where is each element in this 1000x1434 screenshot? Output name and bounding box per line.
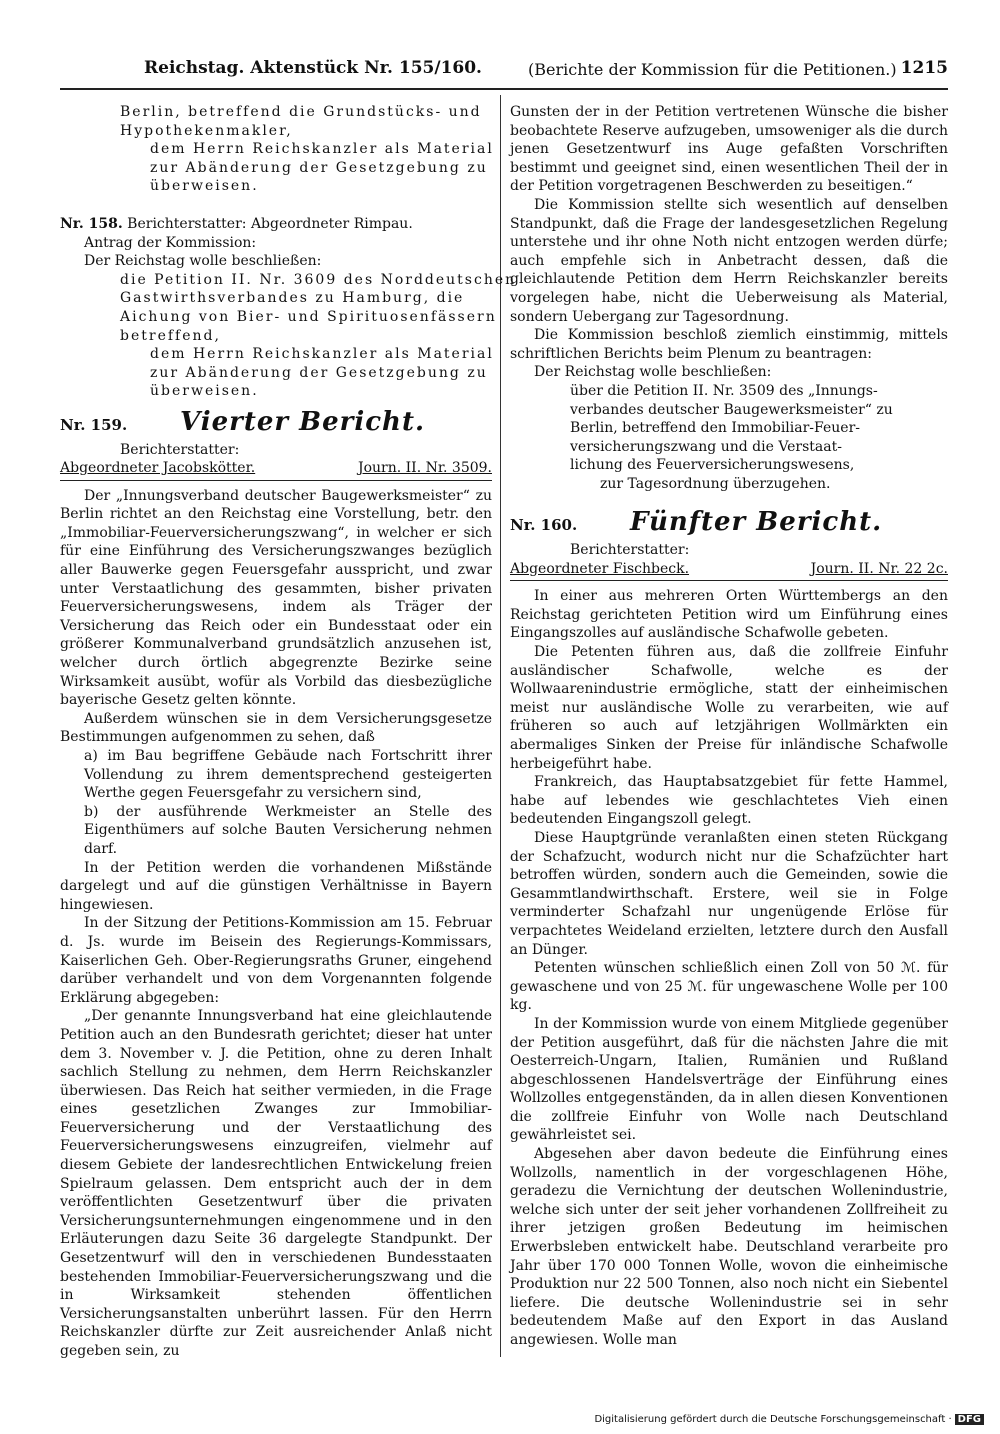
intro-line: überweisen.	[150, 178, 259, 195]
right-column	[510, 103, 948, 1350]
nr159-number: Nr. 159.	[60, 415, 128, 434]
antrag-line: Berlin, betreffend den Immobiliar-Feuer-	[570, 420, 860, 437]
right-paragraph: Die Kommission beschloß ziemlich einstimmig, mittels schriftlichen Berichts beim Plenum zu beantragen:	[510, 327, 948, 362]
nr158-line: Aichung von Bier- und Spirituosenfässern	[120, 308, 497, 325]
running-header	[60, 58, 948, 88]
nr160-reporter-name: Abgeordneter Fischbeck.	[510, 560, 690, 577]
intro-line: Berlin, betreffend die Grundstücks- und	[120, 104, 482, 120]
nr159-reporter	[60, 459, 492, 481]
nr160-paragraph: Frankreich, das Hauptabsatzgebiet für fette Hammel, habe auf lebendes wie geschlachtetes Vieh einen bedeutenden Eingangszoll gelegt.	[510, 774, 948, 828]
dfg-logo: DFG	[955, 1414, 984, 1425]
nr158-line: Antrag der Kommission:	[84, 234, 257, 251]
antrag-line: zur Tagesordnung überzugehen.	[600, 475, 831, 492]
nr160-paragraph: Diese Hauptgründe veranlaßten einen steten Rückgang der Schafzucht, wodurch nicht nur die Schafzüchter hart betroffen würden, sondern auch die Gemeinden, sowie die Gesammtlandwirthschaft. Erstere, weil sie in Folge verminderter Schafzahl nur ungenügende Erlöse für verpachtetes Weideland erzielten, letztere durch den Ausfall an Dünger.	[510, 829, 948, 958]
nr160-paragraph: In der Kommission wurde von einem Mitgliede gegenüber der Petition ausgeführt, daß für die nächsten Jahre die mit Oesterreich-Ungarn, Italien, Rumänien und Rußland abgeschlossenen Handelsverträge der Einführung eines Wollzolles entgegenständen, da in allen diesen Konventionen die zollfreie Einfuhr von Wolle nach Deutschland gewährleistet sei.	[510, 1015, 948, 1144]
nr160-paragraph: Abgesehen aber davon bedeute die Einführung eines Wollzolls, namentlich in der vorgeschlagenen Höhe, geradezu die Vernichtung der deutschen Wollenindustrie, welche sich unter der seit jeher vorhandenen Zollfreiheit zu ihrer jetzigen großen Bedeutung im heimischen Erwerbsleben entwickelt habe. Deutschland verarbeite pro Jahr über 170 000 Tonnen Wolle, wovon die einheimische Produktion nur 22 500 Tonnen, also noch nicht ein Siebentel liefere. Die deutsche Wollenindustrie sei in sehr bedeutendem Maße auf den Export in das Ausland angewiesen. Wolle man	[510, 1146, 948, 1348]
nr160-number: Nr. 160.	[510, 516, 578, 535]
nr158-line: überweisen.	[150, 383, 259, 400]
nr158-line: zur Abänderung der Gesetzgebung zu	[150, 364, 488, 381]
nr160-heading	[510, 507, 948, 538]
nr159-item-b: b) der ausführende Werkmeister an Stelle des Eigenthümers auf solche Bauten Versicherung nehmen darf.	[84, 803, 492, 857]
nr159-paragraph: Der „Innungsverband deutscher Baugewerksmeister“ zu Berlin richtet an den Reichstag eine Vorstellung, betr. den „Immobiliar-Feuerversicherungszwang“, in welcher er sich für eine Einführung des Versicherungszwanges bezüglich aller Bauwerke gegen Feuersgefahr ausspricht, und zwar unter Verstaatlichung des gesammten, bisher privaten Feuerversicherungswesens, indem als Träger der Versicherung das Reich oder ein Bundesstaat oder ein größerer Kommunalverband grundsätzlich anzusehen ist, welcher durch örtlich abgegrenzte Bezirke seine Wirksamkeit ausübt, wofür als Vorbild das diesbezügliche bayerische Gesetz gelten könnte.	[60, 487, 492, 709]
header-title: Reichstag. Aktenstück Nr. 155/160.	[144, 58, 482, 78]
nr158-line: Gastwirthsverbandes zu Hamburg, die	[120, 290, 465, 307]
antrag-line: versicherungszwang und die Verstaat-	[570, 438, 842, 455]
nr160-title: Fünfter Bericht.	[630, 507, 883, 538]
footer-text: Digitalisierung gefördert durch die Deutsche Forschungsgemeinschaft ·	[594, 1414, 952, 1425]
nr158-line: betreffend,	[120, 327, 221, 344]
footer-credit	[594, 1414, 984, 1425]
right-paragraph: Gunsten der in der Petition vertretenen Wünsche die bisher beobachtete Reserve aufzugeben, umsoweniger als die durch jenen Gesetzentwurf ins Auge gefaßten Vorschriften bestimmt und geeignet sind, einen wesentlichen Theil der in der Petition vorgetragenen Beschwerden zu beseitigen.“	[510, 104, 948, 195]
header-rule	[60, 88, 948, 90]
left-column	[60, 103, 517, 1361]
nr160-paragraph: Die Petenten führen aus, daß die zollfreie Einfuhr ausländischer Schafwolle, welche es der Wollwaarenindustrie ermögliche, statt der einheimischen meist nur ausländische Wolle zu verarbeiten, wie auf früheren so auch auf letzjährigen Wollmärkten ein abermaliges Sinken der Preise für inländische Schafwolle herbeigeführt habe.	[510, 644, 948, 772]
nr159-paragraph: Außerdem wünschen sie in dem Versicherungsgesetze Bestimmungen aufgenommen zu sehen, daß	[60, 710, 492, 746]
nr160-reporter	[510, 560, 948, 582]
nr158-line: dem Herrn Reichskanzler als Material	[150, 346, 494, 363]
right-paragraph: Die Kommission stellte sich wesentlich auf denselben Standpunkt, daß die Frage der landesgesetzlichen Regelung unterstehe und ihr ohne Noth nicht entzogen werden dürfe; auch empfehle sich in Anbetracht dessen, daß die gleichlautende Petition dem Herrn Reichskanzler bereits vorgelegen habe, nicht die Ueberweisung als Material, sondern Uebergang zur Tagesordnung.	[510, 196, 948, 325]
intro-line: dem Herrn Reichskanzler als Material	[150, 141, 494, 158]
nr159-paragraph: „Der genannte Innungsverband hat eine gleichlautende Petition auch an den Bundesrath gerichtet; dieser hat unter dem 3. November v. J. die Petition, ohne zu deren Inhalt sachlich Stellung zu nehmen, dem Herrn Reichskanzler überwiesen. Das Reich hat seither vermieden, in die Frage eines gesetzlichen Zwanges zur Immobiliar-Feuerversicherung und der Verstaatlichung des Feuerversicherungswesens einzugreifen, vielmehr auf diesem Gebiete der landesrechtlichen Entwickelung freien Spielraum gelassen. Dem entspricht auch der in dem veröffentlichten Gesetzentwurf über die privaten Versicherungsunternehmungen eingenommene und in den Erläuterungen dazu Seite 36 dargelegte Standpunkt. Der Gesetzentwurf will den in verschiedenen Bundesstaaten bestehenden Immobiliar-Feuerversicherungszwang und die in Wirksamkeit stehenden öffentlichen Versicherungsanstalten unberührt lassen. Für den Herrn Reichskanzler dürfte zur Zeit ausreichender Anlaß nicht gegeben sein, zu	[60, 1008, 492, 1359]
nr160-paragraph: Petenten wünschen schließlich einen Zoll von 50 ℳ. für gewaschene und von 25 ℳ. für ungewaschene Wolle per 100 kg.	[510, 960, 948, 1014]
antrag-line: über die Petition II. Nr. 3509 des „Innungs-	[570, 382, 878, 399]
nr159-title: Vierter Bericht.	[180, 406, 426, 437]
nr159-paragraph: In der Petition werden die vorhandenen Mißstände dargelegt und auf die günstigen Verhältnisse in Bayern hingewiesen.	[60, 859, 492, 913]
antrag-line: Der Reichstag wolle beschließen:	[534, 364, 772, 381]
antrag-line: verbandes deutscher Baugewerksmeister“ zu	[570, 401, 893, 418]
antrag-line: lichung des Feuerversicherungswesens,	[570, 457, 855, 474]
header-subtitle: (Berichte der Kommission für die Petitionen.)	[528, 60, 897, 79]
nr159-reporter-label: Berichterstatter:	[120, 441, 240, 458]
nr160-paragraph: In einer aus mehreren Orten Württembergs an den Reichstag gerichteten Petition wird um Einführung eines Eingangszolles auf ausländische Schafwolle gebeten.	[510, 588, 948, 642]
nr159-paragraph: In der Sitzung der Petitions-Kommission am 15. Februar d. Js. wurde im Beisein des Regierungs-Kommissars, Kaiserlichen Geh. Ober-Regierungsraths Gruner, eingehend darüber verhandelt und von dem Vorgenannten folgende Erklärung abgegeben:	[60, 915, 492, 1006]
nr159-journal: Journ. II. Nr. 3509.	[357, 460, 492, 477]
intro-line: Hypothekenmakler,	[120, 122, 293, 139]
intro-line: zur Abänderung der Gesetzgebung zu	[150, 159, 488, 176]
nr158-number: Nr. 158.	[60, 215, 123, 232]
nr160-reporter-label: Berichterstatter:	[570, 542, 690, 559]
nr158-reporter: Berichterstatter: Abgeordneter Rimpau.	[122, 215, 413, 232]
nr158-heading	[60, 215, 492, 234]
nr158-line: die Petition II. Nr. 3609 des Norddeutschen	[120, 271, 517, 288]
page-number: 1215	[900, 58, 948, 78]
nr159-heading	[60, 406, 492, 437]
nr159-item-a: a) im Bau begriffene Gebäude nach Fortschritt ihrer Vollendung zu ihrem dementsprechend gesteigerten Werthe gegen Feuersgefahr zu versichern sind,	[84, 748, 492, 802]
nr159-reporter-name: Abgeordneter Jacobskötter.	[60, 460, 256, 477]
nr158-line: Der Reichstag wolle beschließen:	[84, 253, 322, 270]
nr160-journal: Journ. II. Nr. 22 2c.	[810, 560, 948, 577]
